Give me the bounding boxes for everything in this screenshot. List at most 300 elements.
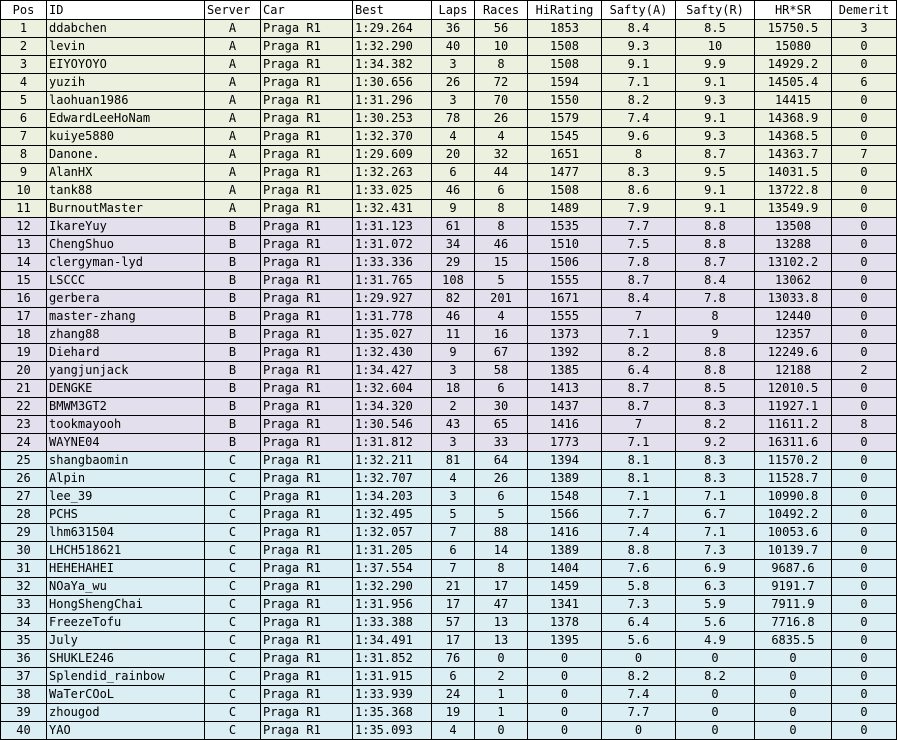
- cell-best: 1:34.427: [353, 362, 432, 380]
- cell-car: Praga R1: [261, 380, 353, 398]
- cell-car: Praga R1: [261, 326, 353, 344]
- cell-laps: 3: [432, 434, 475, 452]
- cell-id: gerbera: [47, 290, 205, 308]
- cell-pos: 35: [1, 632, 47, 650]
- cell-pos: 7: [1, 128, 47, 146]
- cell-safty-a: 8: [602, 146, 676, 164]
- table-row: [1, 722, 897, 740]
- cell-demerit: 0: [832, 398, 897, 416]
- cell-server: B: [205, 308, 261, 326]
- cell-server: B: [205, 218, 261, 236]
- cell-safty-a: 7.7: [602, 704, 676, 722]
- cell-pos: 24: [1, 434, 47, 452]
- cell-safty-a: 6.4: [602, 362, 676, 380]
- cell-hirating: 1555: [528, 272, 602, 290]
- cell-safty-r: 9.1: [676, 74, 755, 92]
- cell-laps: 81: [432, 452, 475, 470]
- cell-safty-r: 6.3: [676, 578, 755, 596]
- table-row: [1, 290, 897, 308]
- cell-car: Praga R1: [261, 668, 353, 686]
- cell-hirating: 0: [528, 704, 602, 722]
- cell-hirating: 1535: [528, 218, 602, 236]
- cell-best: 1:32.430: [353, 344, 432, 362]
- cell-races: 13: [475, 614, 528, 632]
- cell-safty-a: 9.6: [602, 128, 676, 146]
- cell-hirating: 1853: [528, 20, 602, 38]
- cell-best: 1:32.290: [353, 578, 432, 596]
- table-row: [1, 362, 897, 380]
- cell-server: C: [205, 560, 261, 578]
- cell-races: 6: [475, 488, 528, 506]
- cell-server: A: [205, 92, 261, 110]
- cell-safty-r: 9.1: [676, 110, 755, 128]
- cell-hr-sr: 14415: [755, 92, 832, 110]
- cell-demerit: 0: [832, 128, 897, 146]
- cell-hirating: 0: [528, 650, 602, 668]
- cell-pos: 29: [1, 524, 47, 542]
- cell-safty-r: 7.1: [676, 524, 755, 542]
- cell-races: 8: [475, 200, 528, 218]
- cell-id: laohuan1986: [47, 92, 205, 110]
- cell-server: B: [205, 344, 261, 362]
- cell-safty-r: 6.7: [676, 506, 755, 524]
- cell-laps: 2: [432, 398, 475, 416]
- cell-safty-a: 9.3: [602, 38, 676, 56]
- cell-safty-a: 5.6: [602, 632, 676, 650]
- cell-safty-a: 8.1: [602, 452, 676, 470]
- cell-races: 4: [475, 308, 528, 326]
- cell-car: Praga R1: [261, 218, 353, 236]
- cell-id: yuzih: [47, 74, 205, 92]
- cell-safty-r: 8.2: [676, 416, 755, 434]
- cell-pos: 26: [1, 470, 47, 488]
- cell-laps: 7: [432, 560, 475, 578]
- cell-best: 1:31.956: [353, 596, 432, 614]
- header-laps: Laps: [432, 1, 475, 20]
- cell-safty-a: 7.1: [602, 434, 676, 452]
- cell-server: C: [205, 722, 261, 740]
- cell-laps: 21: [432, 578, 475, 596]
- cell-safty-a: 8.1: [602, 470, 676, 488]
- cell-server: C: [205, 542, 261, 560]
- cell-best: 1:33.025: [353, 182, 432, 200]
- cell-safty-a: 7.4: [602, 686, 676, 704]
- cell-best: 1:35.368: [353, 704, 432, 722]
- cell-safty-a: 7.5: [602, 236, 676, 254]
- table-row: [1, 128, 897, 146]
- cell-hirating: 0: [528, 686, 602, 704]
- cell-safty-r: 8.2: [676, 668, 755, 686]
- cell-laps: 57: [432, 614, 475, 632]
- cell-laps: 82: [432, 290, 475, 308]
- cell-hirating: 1416: [528, 524, 602, 542]
- cell-demerit: 3: [832, 20, 897, 38]
- cell-car: Praga R1: [261, 128, 353, 146]
- cell-hirating: 0: [528, 722, 602, 740]
- cell-hirating: 1373: [528, 326, 602, 344]
- cell-pos: 25: [1, 452, 47, 470]
- cell-hirating: 1385: [528, 362, 602, 380]
- cell-laps: 3: [432, 92, 475, 110]
- cell-pos: 18: [1, 326, 47, 344]
- cell-safty-r: 9.5: [676, 164, 755, 182]
- cell-safty-r: 8.5: [676, 20, 755, 38]
- cell-demerit: 0: [832, 560, 897, 578]
- cell-laps: 19: [432, 704, 475, 722]
- table-row: [1, 146, 897, 164]
- cell-races: 33: [475, 434, 528, 452]
- cell-pos: 33: [1, 596, 47, 614]
- cell-best: 1:31.765: [353, 272, 432, 290]
- cell-id: NOaYa_wu: [47, 578, 205, 596]
- cell-hirating: 1566: [528, 506, 602, 524]
- cell-hr-sr: 9687.6: [755, 560, 832, 578]
- cell-car: Praga R1: [261, 56, 353, 74]
- cell-demerit: 0: [832, 110, 897, 128]
- cell-races: 6: [475, 380, 528, 398]
- cell-id: FreezeTofu: [47, 614, 205, 632]
- cell-pos: 30: [1, 542, 47, 560]
- cell-server: B: [205, 236, 261, 254]
- cell-races: 47: [475, 596, 528, 614]
- table-row: [1, 524, 897, 542]
- cell-safty-a: 0: [602, 722, 676, 740]
- cell-laps: 26: [432, 74, 475, 92]
- cell-safty-r: 7.1: [676, 488, 755, 506]
- cell-hr-sr: 10139.7: [755, 542, 832, 560]
- table-row: [1, 650, 897, 668]
- cell-car: Praga R1: [261, 524, 353, 542]
- cell-safty-r: 8.5: [676, 380, 755, 398]
- cell-hirating: 1506: [528, 254, 602, 272]
- cell-pos: 10: [1, 182, 47, 200]
- cell-id: lhm631504: [47, 524, 205, 542]
- cell-races: 88: [475, 524, 528, 542]
- cell-hr-sr: 14368.5: [755, 128, 832, 146]
- cell-safty-r: 9.1: [676, 200, 755, 218]
- cell-hr-sr: 10990.8: [755, 488, 832, 506]
- cell-races: 15: [475, 254, 528, 272]
- cell-safty-r: 5.6: [676, 614, 755, 632]
- cell-hirating: 1459: [528, 578, 602, 596]
- table-row: [1, 308, 897, 326]
- cell-demerit: 0: [832, 632, 897, 650]
- table-row: [1, 74, 897, 92]
- cell-id: shangbaomin: [47, 452, 205, 470]
- cell-best: 1:32.707: [353, 470, 432, 488]
- cell-hirating: 0: [528, 668, 602, 686]
- cell-laps: 4: [432, 128, 475, 146]
- cell-hirating: 1394: [528, 452, 602, 470]
- cell-laps: 7: [432, 524, 475, 542]
- cell-races: 14: [475, 542, 528, 560]
- cell-server: B: [205, 272, 261, 290]
- cell-id: WAYNE04: [47, 434, 205, 452]
- cell-demerit: 0: [832, 614, 897, 632]
- table-row: [1, 218, 897, 236]
- cell-safty-r: 8.4: [676, 272, 755, 290]
- cell-best: 1:32.370: [353, 128, 432, 146]
- cell-server: B: [205, 434, 261, 452]
- cell-best: 1:31.778: [353, 308, 432, 326]
- cell-id: EIYOYOYO: [47, 56, 205, 74]
- cell-pos: 4: [1, 74, 47, 92]
- table-row: [1, 344, 897, 362]
- table-row: [1, 236, 897, 254]
- cell-demerit: 0: [832, 218, 897, 236]
- cell-hr-sr: 12249.6: [755, 344, 832, 362]
- cell-races: 56: [475, 20, 528, 38]
- cell-safty-a: 0: [602, 650, 676, 668]
- cell-hr-sr: 11611.2: [755, 416, 832, 434]
- cell-hr-sr: 14031.5: [755, 164, 832, 182]
- cell-car: Praga R1: [261, 704, 353, 722]
- cell-hr-sr: 12357: [755, 326, 832, 344]
- cell-car: Praga R1: [261, 722, 353, 740]
- cell-car: Praga R1: [261, 272, 353, 290]
- cell-hirating: 1579: [528, 110, 602, 128]
- cell-safty-a: 7.9: [602, 200, 676, 218]
- cell-pos: 16: [1, 290, 47, 308]
- cell-safty-r: 0: [676, 650, 755, 668]
- cell-id: clergyman-lyd: [47, 254, 205, 272]
- cell-hirating: 1508: [528, 38, 602, 56]
- cell-hr-sr: 13033.8: [755, 290, 832, 308]
- cell-best: 1:30.656: [353, 74, 432, 92]
- cell-server: C: [205, 668, 261, 686]
- cell-safty-r: 0: [676, 704, 755, 722]
- cell-safty-a: 8.7: [602, 398, 676, 416]
- cell-safty-a: 7.1: [602, 326, 676, 344]
- cell-demerit: 0: [832, 488, 897, 506]
- cell-demerit: 0: [832, 434, 897, 452]
- table-row: [1, 20, 897, 38]
- cell-hr-sr: 0: [755, 686, 832, 704]
- cell-server: B: [205, 398, 261, 416]
- cell-races: 4: [475, 128, 528, 146]
- cell-car: Praga R1: [261, 38, 353, 56]
- cell-safty-a: 7: [602, 308, 676, 326]
- header-car: Car: [261, 1, 353, 20]
- cell-laps: 46: [432, 182, 475, 200]
- cell-laps: 5: [432, 506, 475, 524]
- cell-hirating: 1404: [528, 560, 602, 578]
- cell-id: July: [47, 632, 205, 650]
- cell-hirating: 1489: [528, 200, 602, 218]
- cell-demerit: 0: [832, 326, 897, 344]
- cell-best: 1:29.609: [353, 146, 432, 164]
- cell-best: 1:31.915: [353, 668, 432, 686]
- cell-demerit: 0: [832, 668, 897, 686]
- cell-pos: 2: [1, 38, 47, 56]
- cell-best: 1:35.027: [353, 326, 432, 344]
- cell-demerit: 0: [832, 236, 897, 254]
- cell-laps: 6: [432, 542, 475, 560]
- cell-laps: 78: [432, 110, 475, 128]
- cell-pos: 9: [1, 164, 47, 182]
- cell-hr-sr: 13508: [755, 218, 832, 236]
- cell-server: C: [205, 452, 261, 470]
- cell-server: C: [205, 506, 261, 524]
- cell-server: C: [205, 704, 261, 722]
- cell-best: 1:32.431: [353, 200, 432, 218]
- cell-hr-sr: 14929.2: [755, 56, 832, 74]
- cell-safty-r: 6.9: [676, 560, 755, 578]
- cell-demerit: 0: [832, 308, 897, 326]
- cell-id: zhougod: [47, 704, 205, 722]
- cell-safty-a: 8.6: [602, 182, 676, 200]
- cell-server: B: [205, 380, 261, 398]
- cell-best: 1:32.495: [353, 506, 432, 524]
- header-row: [1, 1, 897, 20]
- cell-best: 1:30.546: [353, 416, 432, 434]
- cell-safty-r: 8.8: [676, 344, 755, 362]
- cell-safty-r: 8.3: [676, 470, 755, 488]
- cell-id: BMWM3GT2: [47, 398, 205, 416]
- cell-demerit: 0: [832, 470, 897, 488]
- cell-pos: 13: [1, 236, 47, 254]
- table-row: [1, 56, 897, 74]
- cell-server: B: [205, 254, 261, 272]
- cell-pos: 5: [1, 92, 47, 110]
- cell-id: Danone.: [47, 146, 205, 164]
- cell-car: Praga R1: [261, 398, 353, 416]
- table-row: [1, 488, 897, 506]
- cell-best: 1:29.264: [353, 20, 432, 38]
- cell-id: kuiye5880: [47, 128, 205, 146]
- cell-laps: 3: [432, 362, 475, 380]
- cell-hirating: 1671: [528, 290, 602, 308]
- cell-safty-r: 8.8: [676, 362, 755, 380]
- cell-server: C: [205, 614, 261, 632]
- cell-server: C: [205, 470, 261, 488]
- cell-laps: 20: [432, 146, 475, 164]
- cell-id: yangjunjack: [47, 362, 205, 380]
- cell-hirating: 1341: [528, 596, 602, 614]
- cell-best: 1:31.296: [353, 92, 432, 110]
- cell-hr-sr: 10492.2: [755, 506, 832, 524]
- cell-safty-a: 6.4: [602, 614, 676, 632]
- cell-server: A: [205, 146, 261, 164]
- cell-demerit: 2: [832, 362, 897, 380]
- table-row: [1, 182, 897, 200]
- cell-laps: 34: [432, 236, 475, 254]
- cell-server: C: [205, 650, 261, 668]
- cell-safty-a: 8.2: [602, 668, 676, 686]
- cell-demerit: 0: [832, 344, 897, 362]
- cell-car: Praga R1: [261, 164, 353, 182]
- cell-car: Praga R1: [261, 110, 353, 128]
- cell-demerit: 0: [832, 380, 897, 398]
- cell-safty-r: 4.9: [676, 632, 755, 650]
- cell-server: A: [205, 56, 261, 74]
- cell-pos: 40: [1, 722, 47, 740]
- cell-demerit: 0: [832, 722, 897, 740]
- cell-safty-a: 7: [602, 416, 676, 434]
- cell-safty-a: 8.2: [602, 344, 676, 362]
- cell-races: 72: [475, 74, 528, 92]
- cell-server: A: [205, 74, 261, 92]
- table-row: [1, 380, 897, 398]
- cell-car: Praga R1: [261, 290, 353, 308]
- cell-best: 1:29.927: [353, 290, 432, 308]
- cell-races: 1: [475, 686, 528, 704]
- cell-hr-sr: 15080: [755, 38, 832, 56]
- cell-laps: 61: [432, 218, 475, 236]
- cell-car: Praga R1: [261, 20, 353, 38]
- cell-pos: 14: [1, 254, 47, 272]
- cell-pos: 38: [1, 686, 47, 704]
- cell-laps: 76: [432, 650, 475, 668]
- cell-server: C: [205, 596, 261, 614]
- cell-car: Praga R1: [261, 182, 353, 200]
- cell-pos: 11: [1, 200, 47, 218]
- cell-id: ddabchen: [47, 20, 205, 38]
- cell-pos: 32: [1, 578, 47, 596]
- cell-hr-sr: 14363.7: [755, 146, 832, 164]
- cell-car: Praga R1: [261, 236, 353, 254]
- cell-pos: 3: [1, 56, 47, 74]
- cell-car: Praga R1: [261, 614, 353, 632]
- cell-server: B: [205, 362, 261, 380]
- cell-car: Praga R1: [261, 254, 353, 272]
- cell-races: 46: [475, 236, 528, 254]
- cell-laps: 11: [432, 326, 475, 344]
- cell-server: B: [205, 326, 261, 344]
- cell-id: ChengShuo: [47, 236, 205, 254]
- cell-hirating: 1550: [528, 92, 602, 110]
- cell-best: 1:37.554: [353, 560, 432, 578]
- cell-server: C: [205, 488, 261, 506]
- header-pos: Pos: [1, 1, 47, 20]
- cell-id: HongShengChai: [47, 596, 205, 614]
- cell-hirating: 1389: [528, 470, 602, 488]
- cell-hirating: 1651: [528, 146, 602, 164]
- header-demerit: Demerit: [832, 1, 897, 20]
- cell-hirating: 1392: [528, 344, 602, 362]
- cell-car: Praga R1: [261, 542, 353, 560]
- cell-hirating: 1510: [528, 236, 602, 254]
- cell-id: levin: [47, 38, 205, 56]
- cell-pos: 34: [1, 614, 47, 632]
- cell-hr-sr: 0: [755, 704, 832, 722]
- cell-safty-a: 8.7: [602, 380, 676, 398]
- cell-pos: 12: [1, 218, 47, 236]
- cell-demerit: 0: [832, 650, 897, 668]
- cell-car: Praga R1: [261, 470, 353, 488]
- cell-best: 1:32.211: [353, 452, 432, 470]
- cell-best: 1:30.253: [353, 110, 432, 128]
- cell-races: 26: [475, 470, 528, 488]
- cell-laps: 9: [432, 344, 475, 362]
- cell-hr-sr: 13722.8: [755, 182, 832, 200]
- header-id: ID: [47, 1, 205, 20]
- cell-safty-r: 9.9: [676, 56, 755, 74]
- cell-races: 17: [475, 578, 528, 596]
- cell-car: Praga R1: [261, 650, 353, 668]
- cell-hr-sr: 6835.5: [755, 632, 832, 650]
- cell-laps: 108: [432, 272, 475, 290]
- table-row: [1, 110, 897, 128]
- header-hr-sr: HR*SR: [755, 1, 832, 20]
- cell-safty-a: 8.8: [602, 542, 676, 560]
- table-row: [1, 596, 897, 614]
- table-row: [1, 416, 897, 434]
- cell-safty-a: 7.3: [602, 596, 676, 614]
- header-safty-r: Safty(R): [676, 1, 755, 20]
- cell-hirating: 1773: [528, 434, 602, 452]
- cell-demerit: 0: [832, 506, 897, 524]
